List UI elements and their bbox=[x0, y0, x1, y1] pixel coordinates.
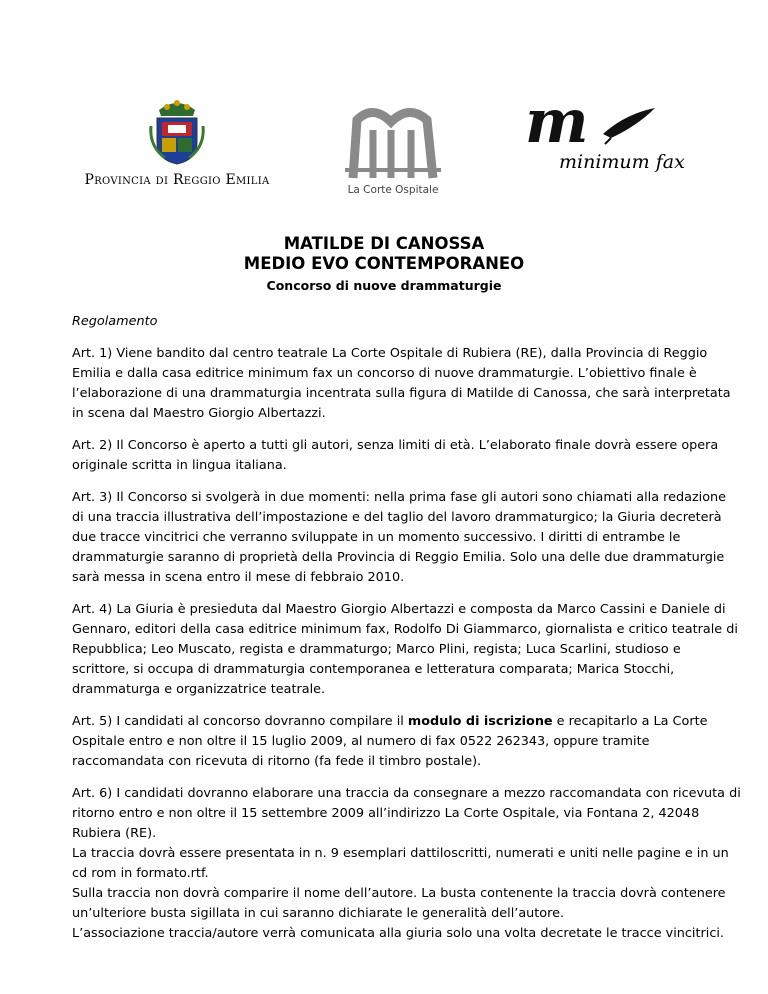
provincia-logo bbox=[72, 96, 282, 188]
svg-text:m: m bbox=[525, 96, 589, 154]
article-6-line: Sulla traccia non dovrà comparire il nome dell’autore. La busta contenente la traccia dovrà contenere bbox=[72, 886, 726, 901]
article-4-line: Repubblica; Leo Muscato, regista e drammaturgo; Marco Plini, regista; Luca Scarlini, studioso e bbox=[72, 642, 681, 657]
article-1-line: Emilia e dalla casa editrice minimum fax un concorso di nuove drammaturgie. L’obiettivo finale è bbox=[72, 366, 697, 381]
document-body bbox=[72, 312, 741, 956]
article-6-line: Art. 6) I candidati dovranno elaborare una traccia da consegnare a mezzo raccomandata con ricevuta di bbox=[72, 786, 741, 801]
article-5 bbox=[72, 712, 712, 772]
subtitle: Concorso di nuove drammaturgie bbox=[266, 278, 502, 293]
article-3-line: sarà messa in scena entro il mese di febbraio 2010. bbox=[72, 570, 405, 585]
article-1-line: Art. 1) Viene bandito dal centro teatrale La Corte Ospitale di Rubiera (RE), dalla Provincia di Reggio bbox=[72, 346, 708, 361]
article-5-line: Ospitale entro e non oltre il 15 luglio 2009, al numero di fax 0522 262343, oppure tramite bbox=[72, 734, 650, 749]
article-5-text: e recapitarlo a La Corte bbox=[552, 714, 708, 729]
article-6-line: ritorno entro e non oltre il 15 settembre 2009 all’indirizzo La Corte Ospitale, via Fontana 2, 42048 bbox=[72, 806, 700, 821]
title-line-1: MATILDE DI CANOSSA bbox=[283, 234, 485, 253]
article-2-line: Art. 2) Il Concorso è aperto a tutti gli autori, senza limiti di età. L’elaborato finale dovrà essere opera bbox=[72, 438, 719, 453]
corte-caption: La Corte Ospitale bbox=[347, 184, 439, 196]
article-4-line: Gennaro, editori della casa editrice minimum fax, Rodolfo Di Giammarco, giornalista e critico teatrale di bbox=[72, 622, 738, 637]
article-4-line: Art. 4) La Giuria è presieduta dal Maestro Giorgio Albertazzi e composta da Marco Cassini e Daniele di bbox=[72, 602, 726, 617]
provincia-caption: Provincia di Reggio Emilia bbox=[84, 172, 270, 188]
article-6 bbox=[72, 784, 741, 944]
article-3-line: Art. 3) Il Concorso si svolgerà in due momenti: nella prima fase gli autori sono chiamati alla redazione bbox=[72, 490, 727, 505]
article-3-line: drammaturgie saranno di proprietà della Provincia di Reggio Emilia. Solo una delle due drammaturgie bbox=[72, 550, 725, 565]
article-2-line: originale scritta in lingua italiana. bbox=[72, 458, 287, 473]
article-6-line: La traccia dovrà essere presentata in n. 9 esemplari dattiloscritti, numerati e uniti nelle pagine e in un bbox=[72, 846, 729, 861]
article-6-line: cd rom in formato.rtf. bbox=[72, 866, 209, 881]
article-6-line: un’ulteriore busta sigillata in cui saranno dichiarate le generalità dell’autore. bbox=[72, 906, 565, 921]
article-3 bbox=[72, 488, 727, 588]
article-6-line: L’associazione traccia/autore verrà comunicata alla giuria solo una volta decretate le tracce vincitrici. bbox=[72, 926, 724, 941]
article-1-line: in scena dal Maestro Giorgio Albertazzi. bbox=[72, 406, 326, 421]
logos-row bbox=[0, 96, 768, 196]
article-5-line bbox=[72, 712, 712, 732]
article-2 bbox=[72, 436, 719, 476]
article-5-line: raccomandata con ricevuta di ritorno (fa fede il timbro postale). bbox=[72, 754, 482, 769]
minimum-fax-caption: minimum fax bbox=[559, 151, 685, 173]
article-1 bbox=[72, 344, 731, 424]
article-3-line: due tracce vincitrici che verranno sviluppate in un momento successivo. I diritti di entrambe le bbox=[72, 530, 681, 545]
article-4-line: scrittore, si occupa di drammaturgia contemporanea e letteratura comparata; Marica Stocchi, bbox=[72, 662, 675, 677]
minimum-fax-m-icon bbox=[525, 96, 665, 154]
minimum-fax-logo bbox=[525, 96, 685, 173]
article-6-line: Rubiera (RE). bbox=[72, 826, 157, 841]
article-4 bbox=[72, 600, 738, 700]
corte-m-icon bbox=[343, 100, 443, 182]
title-line-2: MEDIO EVO CONTEMPORANEO bbox=[243, 254, 525, 273]
coat-of-arms-icon bbox=[145, 96, 209, 166]
article-1-line: l’elaborazione di una drammaturgia incentrata sulla figura di Matilde di Canossa, che sarà interpretata bbox=[72, 386, 731, 401]
modulo-iscrizione-emphasis: modulo di iscrizione bbox=[407, 714, 553, 729]
article-5-text: Art. 5) I candidati al concorso dovranno compilare il bbox=[72, 714, 408, 729]
article-3-line: di una traccia illustrativa dell’impostazione e del taglio del lavoro drammaturgico; la Giuria decreterà bbox=[72, 510, 722, 525]
corte-ospitale-logo bbox=[334, 100, 452, 196]
regolamento-label: Regolamento bbox=[72, 314, 158, 329]
article-4-line: drammaturga e organizzatrice teatrale. bbox=[72, 682, 326, 697]
